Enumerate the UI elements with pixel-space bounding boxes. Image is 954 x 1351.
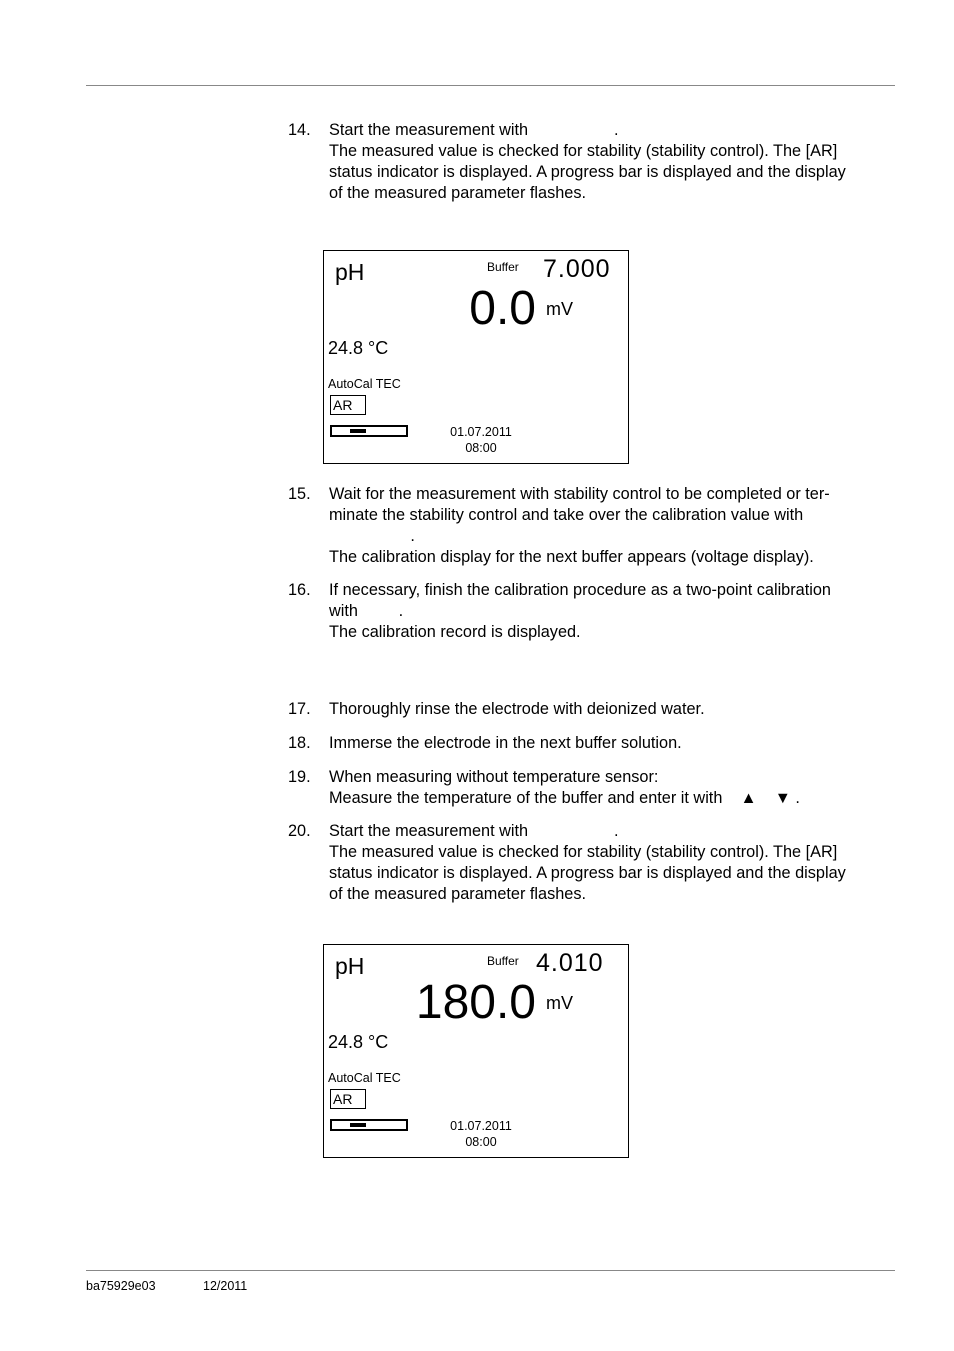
step-line: Wait for the measurement with stability control to be completed or ter- bbox=[329, 485, 830, 503]
step-number: 18. bbox=[288, 734, 311, 752]
step-number: 14. bbox=[288, 121, 311, 139]
step-number: 19. bbox=[288, 768, 311, 786]
step-line: When measuring without temperature sensor: bbox=[329, 768, 659, 786]
measured-value: 0.0 bbox=[469, 282, 536, 335]
buffer-value: 7.000 bbox=[543, 255, 611, 283]
temperature-readout: 24.8 °C bbox=[328, 1032, 389, 1052]
step-text bbox=[329, 821, 894, 905]
parameter-label: pH bbox=[335, 259, 365, 285]
date: 01.07.2011 bbox=[450, 425, 512, 439]
step-line-end: . bbox=[795, 789, 800, 807]
step-line: minate the stability control and take over the calibration value with bbox=[329, 506, 804, 524]
step-line: The calibration record is displayed. bbox=[329, 623, 581, 641]
footer-rule bbox=[86, 1270, 895, 1271]
step-line: of the measured parameter flashes. bbox=[329, 184, 587, 202]
meter-display-buffer-1 bbox=[323, 250, 629, 464]
buffer-label: Buffer bbox=[487, 260, 519, 274]
step-text bbox=[329, 484, 894, 568]
step-number: 15. bbox=[288, 485, 311, 503]
progress-bar bbox=[330, 425, 408, 437]
buffer-label: Buffer bbox=[487, 954, 519, 968]
ar-status-indicator: AR bbox=[330, 1089, 366, 1109]
date-time bbox=[448, 424, 514, 456]
step-text bbox=[329, 120, 894, 204]
temperature-readout: 24.8 °C bbox=[328, 338, 389, 358]
down-arrow-key-icon: ▼ bbox=[774, 789, 791, 807]
header-rule bbox=[86, 85, 895, 86]
step-number: 17. bbox=[288, 700, 311, 718]
step-line: The calibration display for the next buffer appears (voltage display). bbox=[329, 548, 814, 566]
calibration-mode: AutoCal TEC bbox=[328, 1071, 401, 1085]
step-text bbox=[329, 733, 894, 754]
step-line: Start the measurement with . bbox=[329, 121, 619, 139]
measured-unit: mV bbox=[546, 993, 573, 1013]
step-line bbox=[329, 788, 894, 809]
footer-date: 12/2011 bbox=[203, 1279, 248, 1293]
step-line: status indicator is displayed. A progress bar is displayed and the display bbox=[329, 864, 846, 882]
calibration-mode: AutoCal TEC bbox=[328, 377, 401, 391]
meter-display-buffer-2 bbox=[323, 944, 629, 1158]
step-line: Thoroughly rinse the electrode with deionized water. bbox=[329, 700, 705, 718]
step-line-text: Measure the temperature of the buffer and enter it with bbox=[329, 789, 723, 807]
date: 01.07.2011 bbox=[450, 1119, 512, 1133]
step-line: . bbox=[329, 527, 415, 545]
date-time bbox=[448, 1118, 514, 1150]
step-text bbox=[329, 767, 894, 809]
ar-status-indicator: AR bbox=[330, 395, 366, 415]
progress-fill bbox=[350, 429, 366, 433]
time: 08:00 bbox=[465, 1135, 497, 1149]
step-line: with . bbox=[329, 602, 404, 620]
step-line: of the measured parameter flashes. bbox=[329, 885, 587, 903]
step-line: status indicator is displayed. A progress bar is displayed and the display bbox=[329, 163, 846, 181]
step-number: 20. bbox=[288, 822, 311, 840]
progress-bar bbox=[330, 1119, 408, 1131]
step-line: The measured value is checked for stability (stability control). The [AR] bbox=[329, 142, 838, 160]
step-text bbox=[329, 699, 894, 720]
footer-document-id: ba75929e03 bbox=[86, 1279, 156, 1293]
measured-unit: mV bbox=[546, 299, 573, 319]
measured-value: 180.0 bbox=[415, 976, 536, 1029]
step-line: If necessary, finish the calibration procedure as a two-point calibration bbox=[329, 581, 831, 599]
step-line: The measured value is checked for stability (stability control). The [AR] bbox=[329, 843, 838, 861]
parameter-label: pH bbox=[335, 953, 365, 979]
step-line: Immerse the electrode in the next buffer solution. bbox=[329, 734, 682, 752]
step-text bbox=[329, 580, 894, 643]
up-arrow-key-icon: ▲ bbox=[740, 789, 757, 807]
buffer-value: 4.010 bbox=[536, 949, 604, 977]
step-line: Start the measurement with . bbox=[329, 822, 619, 840]
time: 08:00 bbox=[465, 441, 497, 455]
progress-fill bbox=[350, 1123, 366, 1127]
step-number: 16. bbox=[288, 581, 311, 599]
